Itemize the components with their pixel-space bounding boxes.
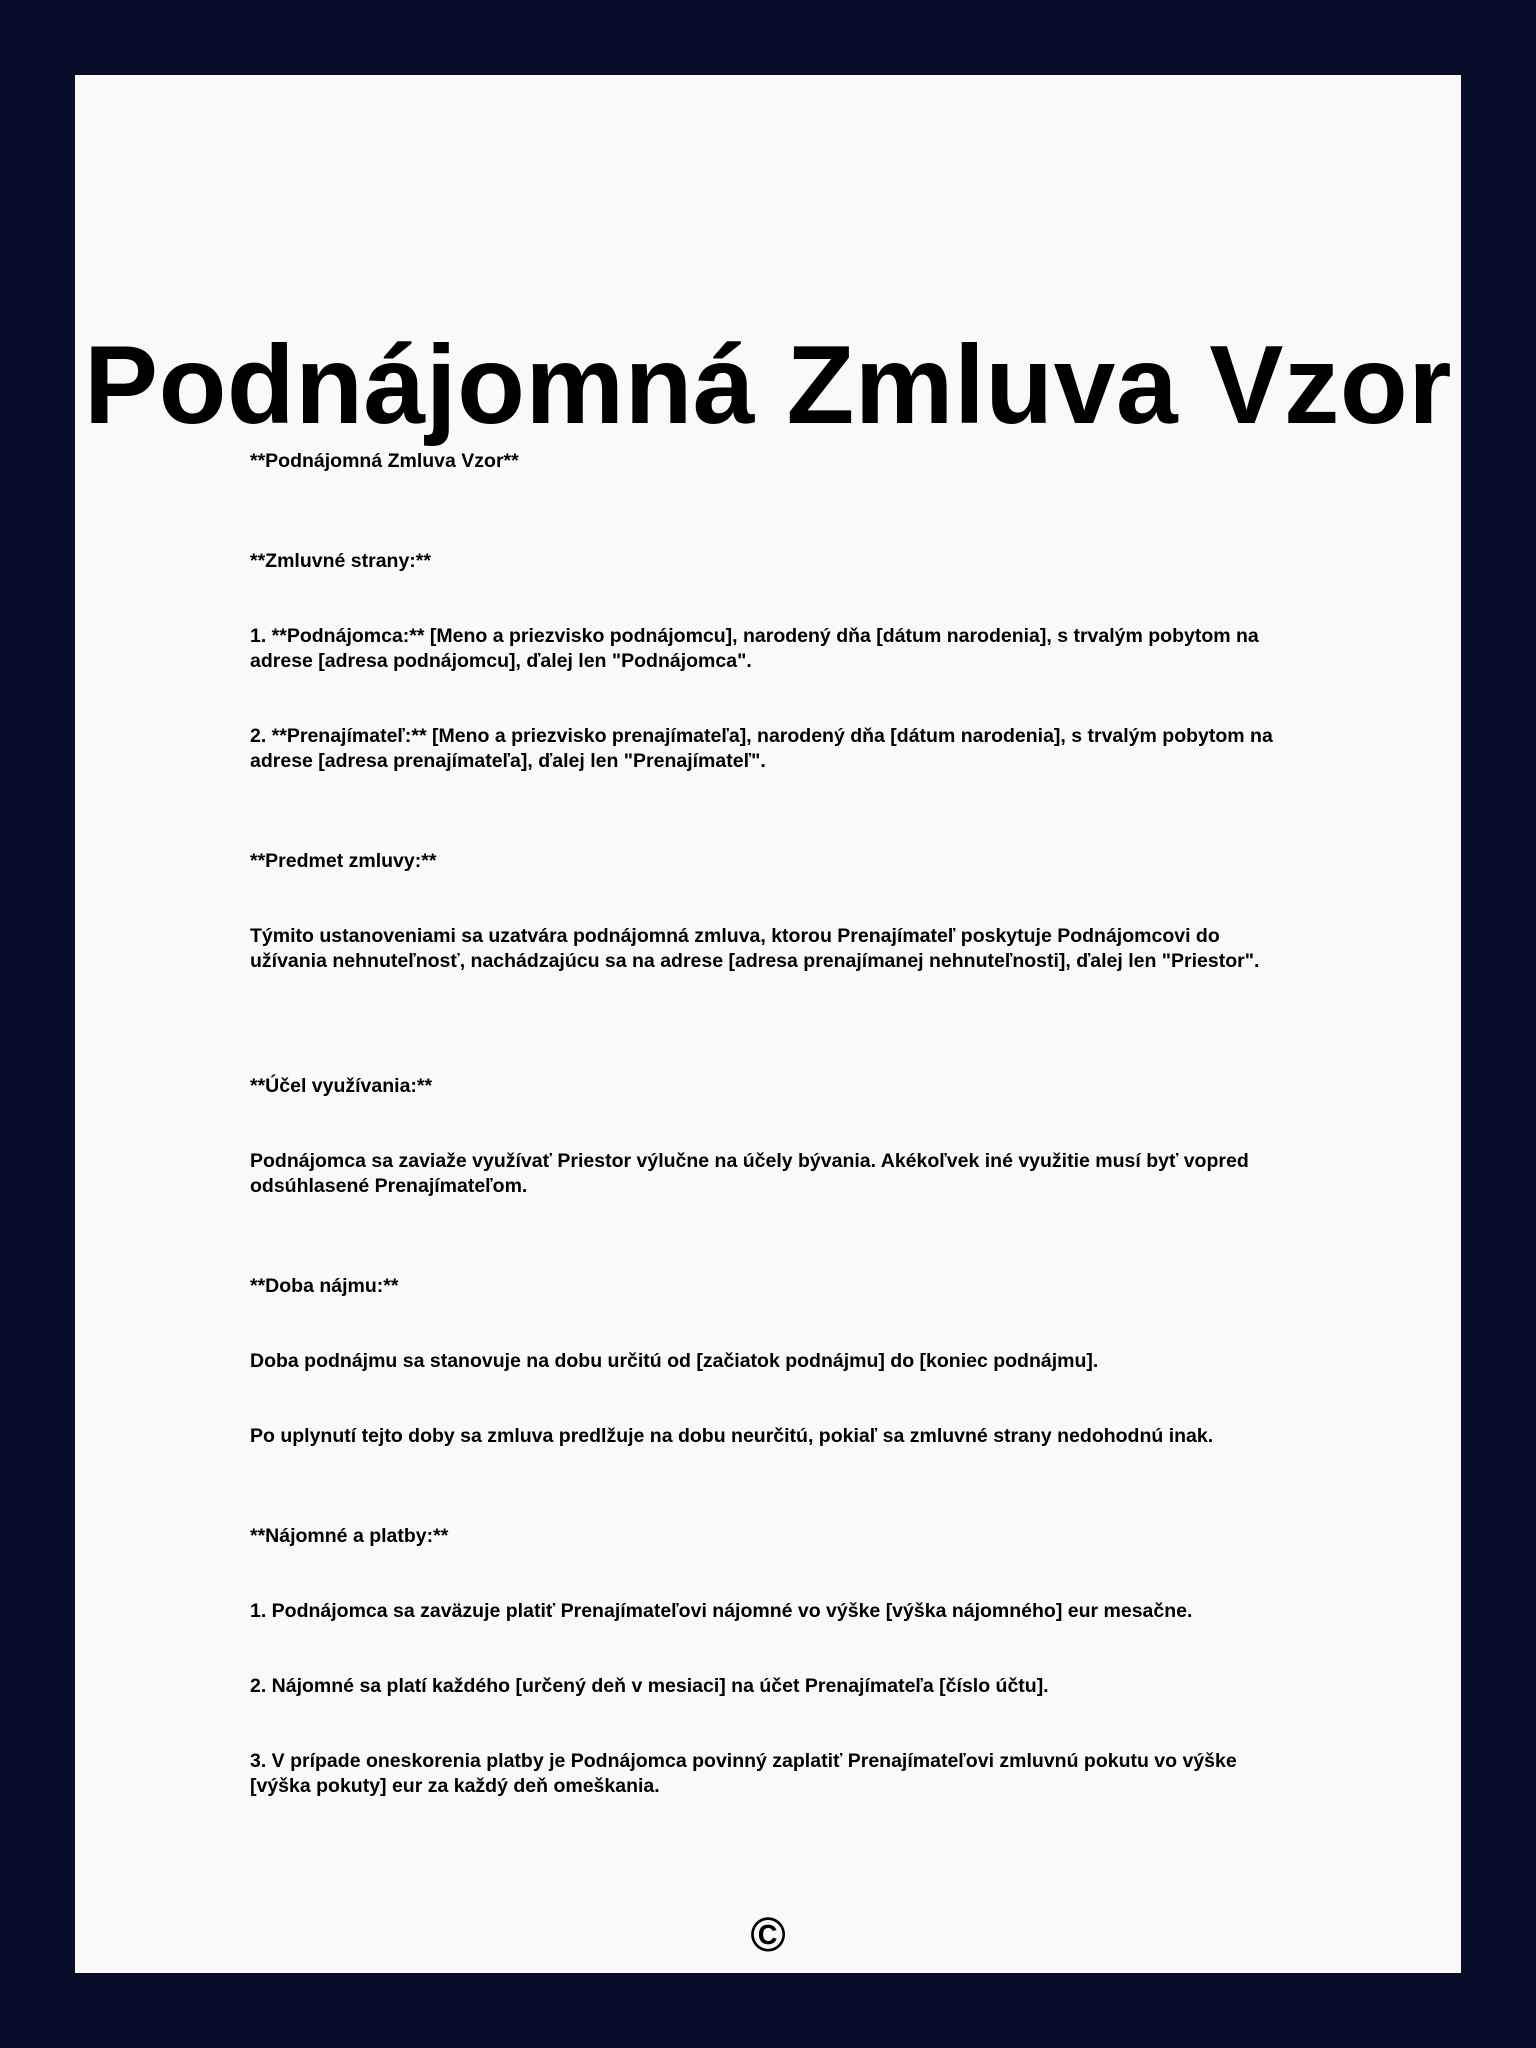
section-heading-parties: **Zmluvné strany:** bbox=[250, 550, 431, 572]
paragraph-rent-3: 3. V prípade oneskorenia platby je Podnájomca povinný zaplatiť Prenajímateľovi zmluvnú pokutu vo výške [výška pokuty] eur za každý deň omeškania. bbox=[250, 1750, 1237, 1797]
paragraph-party-2: 2. **Prenajímateľ:** [Meno a priezvisko prenajímateľa], narodený dňa [dátum narodenia], s trvalým pobytom na adrese [adresa prenajímateľa], ďalej len "Prenajímateľ". bbox=[250, 725, 1273, 772]
paragraph-subject: Týmito ustanoveniami sa uzatvára podnájomná zmluva, ktorou Prenajímateľ poskytuje Podnájomcovi do užívania nehnuteľnosť, nachádzajúcu sa na adrese [adresa prenajímanej nehnuteľnosti], ďalej len "Priestor". bbox=[250, 925, 1260, 972]
paragraph-heading: **Podnájomná Zmluva Vzor** bbox=[250, 450, 519, 472]
document-title: Podnájomná Zmluva Vzor bbox=[84, 323, 1452, 447]
paragraph-term-2: Po uplynutí tejto doby sa zmluva predlžuje na dobu neurčitú, pokiaľ sa zmluvné strany nedohodnú inak. bbox=[250, 1425, 1214, 1447]
copyright-icon: © bbox=[750, 1909, 786, 1962]
section-heading-purpose: **Účel využívania:** bbox=[250, 1075, 433, 1097]
section-heading-rent: **Nájomné a platby:** bbox=[250, 1525, 449, 1547]
paragraph-rent-2: 2. Nájomné sa platí každého [určený deň v mesiaci] na účet Prenajímateľa [číslo účtu]. bbox=[250, 1675, 1049, 1697]
paragraph-party-1: 1. **Podnájomca:** [Meno a priezvisko podnájomcu], narodený dňa [dátum narodenia], s trvalým pobytom na adrese [adresa podnájomcu], ďalej len "Podnájomca". bbox=[250, 625, 1259, 672]
paragraph-rent-1: 1. Podnájomca sa zaväzuje platiť Prenajímateľovi nájomné vo výške [výška nájomného] eur mesačne. bbox=[250, 1600, 1193, 1622]
section-heading-subject: **Predmet zmluvy:** bbox=[250, 850, 437, 872]
paragraph-purpose: Podnájomca sa zaviaže využívať Priestor výlučne na účely bývania. Akékoľvek iné využitie musí byť vopred odsúhlasené Prenajímateľom. bbox=[250, 1150, 1249, 1197]
document-page bbox=[75, 75, 1461, 1973]
paragraph-term-1: Doba podnájmu sa stanovuje na dobu určitú od [začiatok podnájmu] do [koniec podnájmu]. bbox=[250, 1350, 1099, 1372]
section-heading-term: **Doba nájmu:** bbox=[250, 1275, 399, 1297]
